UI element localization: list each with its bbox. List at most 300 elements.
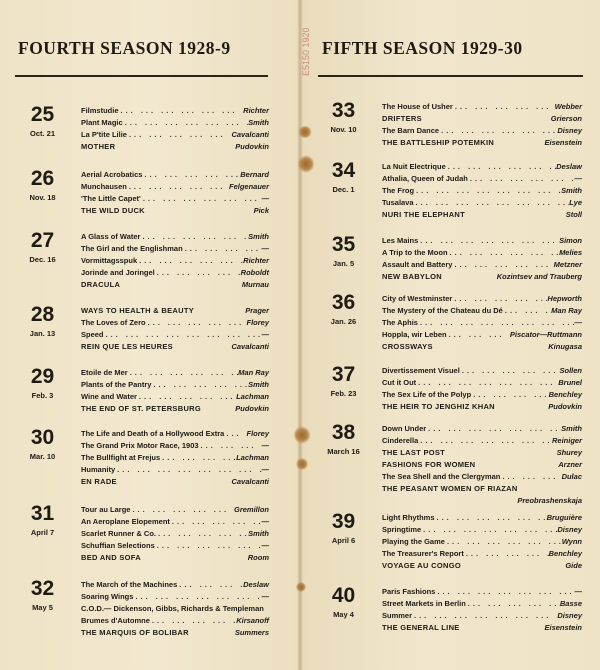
leader-dots xyxy=(137,392,236,401)
leader-dots xyxy=(183,244,262,253)
film-title: The Aphis xyxy=(382,318,418,327)
film-title: THE HEIR TO JENGHIZ KHAN xyxy=(382,402,495,411)
film-director: — xyxy=(261,244,269,253)
film-director: Cavalcanti xyxy=(231,342,269,351)
film-entry xyxy=(81,392,269,401)
film-director: Kozintsev and Trauberg xyxy=(496,272,582,281)
film-director: Shurey xyxy=(556,448,582,457)
film-director: Smith xyxy=(561,424,582,433)
film-director: — xyxy=(261,517,269,526)
program-date: Dec. 1 xyxy=(332,185,355,194)
film-director: Dulac xyxy=(561,472,582,481)
film-director: Kirsanoff xyxy=(236,616,269,625)
film-entry xyxy=(382,260,582,269)
film-director: Arzner xyxy=(558,460,582,469)
film-director: Basse xyxy=(559,599,582,608)
film-title: Filmstudie xyxy=(81,106,119,115)
film-director: Gremillon xyxy=(233,505,269,514)
leader-dots xyxy=(123,118,248,127)
film-director: Florey xyxy=(246,429,269,438)
film-director: Gide xyxy=(565,561,582,570)
film-director: Roboldt xyxy=(240,268,269,277)
leader-dots xyxy=(416,378,558,387)
film-director: Smith xyxy=(248,232,269,241)
film-title: The Mystery of the Chateau du Dé xyxy=(382,306,503,315)
film-title: The Sea Shell and the Clergyman xyxy=(382,472,501,481)
film-entry xyxy=(382,513,582,522)
film-entry xyxy=(382,496,582,505)
program-date: May 4 xyxy=(333,610,354,619)
film-title: The House of Usher xyxy=(382,102,453,111)
leader-dots xyxy=(142,170,240,179)
leader-dots xyxy=(500,472,561,481)
film-director: — xyxy=(574,174,582,183)
film-title: Tusalava xyxy=(382,198,414,207)
film-title: NURI THE ELEPHANT xyxy=(382,210,466,219)
leader-dots xyxy=(224,429,246,438)
film-title: THE PEASANT WOMEN OF RIAZAN xyxy=(382,484,518,493)
film-director: — xyxy=(261,592,269,601)
film-entry xyxy=(382,306,582,315)
program-number: 30 xyxy=(30,426,55,449)
film-title: Schuffian Selections xyxy=(81,541,155,550)
leader-dots xyxy=(446,162,556,171)
film-director: Brunel xyxy=(558,378,582,387)
film-entry xyxy=(382,402,582,411)
leader-dots xyxy=(418,236,559,245)
leader-dots xyxy=(412,611,557,620)
film-title: Divertissement Visuel xyxy=(382,366,460,375)
left-season-title: FOURTH SEASON 1928-9 xyxy=(18,38,231,58)
film-title: Scarlet Runner & Co. xyxy=(81,529,157,538)
film-entry xyxy=(81,268,269,277)
film-entry xyxy=(81,244,269,253)
film-entry xyxy=(382,484,582,493)
film-entry xyxy=(81,342,269,351)
film-entry xyxy=(382,525,582,534)
film-title: THE BATTLESHIP POTEMKIN xyxy=(382,138,495,147)
film-entry xyxy=(81,553,269,562)
film-title: The Bullfight at Frejus xyxy=(81,453,161,462)
program-number: 35 xyxy=(331,233,356,256)
film-title: DRIFTERS xyxy=(382,114,422,123)
leader-dots xyxy=(115,465,261,474)
film-title: THE LAST POST xyxy=(382,448,446,457)
film-director: — xyxy=(574,318,582,327)
film-entry xyxy=(81,517,269,526)
leader-dots xyxy=(421,525,557,534)
film-director: Smith xyxy=(561,186,582,195)
film-title: La Nuit Electrique xyxy=(382,162,446,171)
program-date: May 5 xyxy=(32,603,53,612)
film-director: Eisenstein xyxy=(544,623,582,632)
program-number: 29 xyxy=(30,365,55,388)
leader-dots xyxy=(448,248,560,257)
film-entry xyxy=(81,306,269,315)
leader-dots xyxy=(127,130,232,139)
film-entry xyxy=(81,465,269,474)
film-entry xyxy=(382,390,582,399)
film-director: Bernard xyxy=(240,170,269,179)
leader-dots xyxy=(140,232,248,241)
film-title: 'The Little Capet' xyxy=(81,194,141,203)
film-director: Benchley xyxy=(548,390,582,399)
film-director: — xyxy=(574,587,582,596)
stain xyxy=(294,426,310,444)
program-date: Mar. 10 xyxy=(29,452,56,461)
film-director: Cavalcanti xyxy=(231,477,269,486)
film-entry xyxy=(382,318,582,327)
film-title: FASHIONS FOR WOMEN xyxy=(382,460,476,469)
program-date: Feb. 3 xyxy=(31,391,54,400)
film-director: Smith xyxy=(248,529,269,538)
film-title: La P'tite Lilie xyxy=(81,130,127,139)
film-entry xyxy=(81,380,269,389)
film-title: Playing the Game xyxy=(382,537,445,546)
program-number: 33 xyxy=(331,99,356,122)
leader-dots xyxy=(447,330,510,339)
film-director: Stoll xyxy=(565,210,582,219)
program-number: 28 xyxy=(30,303,55,326)
leader-dots xyxy=(155,541,262,550)
program-number: 37 xyxy=(331,363,356,386)
leader-dots xyxy=(452,260,553,269)
film-title: An Aeroplane Elopement xyxy=(81,517,170,526)
program-date: April 7 xyxy=(30,528,55,537)
film-title: City of Westminster xyxy=(382,294,453,303)
film-director: Metzner xyxy=(553,260,582,269)
film-entry xyxy=(382,378,582,387)
film-title: Light Rhythms xyxy=(382,513,435,522)
film-entry xyxy=(81,170,269,179)
film-director: Deslaw xyxy=(556,162,582,171)
leader-dots xyxy=(119,106,244,115)
film-director: Lachman xyxy=(236,453,269,462)
film-entry xyxy=(81,429,269,438)
film-entry xyxy=(81,330,269,339)
leader-dots xyxy=(104,330,262,339)
film-entry xyxy=(81,541,269,550)
film-title: WAYS TO HEALTH & BEAUTY xyxy=(81,306,195,315)
leader-dots xyxy=(439,126,557,135)
leader-dots xyxy=(468,174,575,183)
film-title: Humanity xyxy=(81,465,116,474)
film-director: Felgenauer xyxy=(228,182,269,191)
film-title: Athalia, Queen of Judah xyxy=(382,174,468,183)
program-number: 26 xyxy=(30,167,55,190)
leader-dots xyxy=(133,592,261,601)
film-title: The Loves of Zero xyxy=(81,318,146,327)
program-date: Feb. 23 xyxy=(330,389,357,398)
film-director: Kinugasa xyxy=(548,342,582,351)
film-title: A Trip to the Moon xyxy=(382,248,448,257)
film-title: Cut it Out xyxy=(382,378,417,387)
film-title: MOTHER xyxy=(81,142,116,151)
film-title: The Treasurer's Report xyxy=(382,549,464,558)
film-director: Pudovkin xyxy=(235,404,269,413)
stain xyxy=(298,155,314,173)
film-director: Deslaw xyxy=(243,580,269,589)
program-date: Nov. 10 xyxy=(330,125,357,134)
film-title: The March of the Machines xyxy=(81,580,178,589)
leader-dots xyxy=(418,318,575,327)
program-number: 39 xyxy=(331,510,356,533)
film-entry xyxy=(382,102,582,111)
film-title: Hoppla, wir Leben xyxy=(382,330,447,339)
film-director: Reiniger xyxy=(551,436,582,445)
film-title: The Frog xyxy=(382,186,415,195)
film-title: Tour au Large xyxy=(81,505,131,514)
leader-dots xyxy=(151,380,248,389)
leader-dots xyxy=(464,549,549,558)
film-title: THE MARQUIS OF BOLIBAR xyxy=(81,628,189,637)
film-director: Hepworth xyxy=(547,294,582,303)
leader-dots xyxy=(130,505,234,514)
film-director: Smith xyxy=(248,380,269,389)
film-entry xyxy=(382,248,582,257)
film-director: Sollen xyxy=(559,366,582,375)
program-date: Nov. 18 xyxy=(29,193,56,202)
film-entry xyxy=(81,529,269,538)
film-director: Pudovkin xyxy=(548,402,582,411)
right-season-title: FIFTH SEASON 1929-30 xyxy=(322,38,523,58)
film-director: Wynn xyxy=(561,537,582,546)
film-entry xyxy=(81,206,269,215)
film-director: Man Ray xyxy=(238,368,269,377)
program-number: 31 xyxy=(30,502,55,525)
film-entry xyxy=(382,198,582,207)
film-entry xyxy=(382,330,582,339)
film-entry xyxy=(81,118,269,127)
leader-dots xyxy=(146,318,247,327)
film-title: Etoile de Mer xyxy=(81,368,128,377)
film-title: Street Markets in Berlin xyxy=(382,599,466,608)
film-entry xyxy=(382,599,582,608)
film-entry xyxy=(81,592,269,601)
film-director: — xyxy=(261,441,269,450)
film-entry xyxy=(81,232,269,241)
film-title: THE END OF ST. PETERSBURG xyxy=(81,404,202,413)
film-director: Man Ray xyxy=(551,306,582,315)
leader-dots xyxy=(445,537,562,546)
film-director: Murnau xyxy=(241,280,269,289)
film-entry xyxy=(382,138,582,147)
film-title: THE GENERAL LINE xyxy=(382,623,460,632)
film-entry xyxy=(382,342,582,351)
film-director: Smith xyxy=(248,118,269,127)
stain xyxy=(298,126,312,138)
film-entry xyxy=(382,162,582,171)
film-title: DRACULA xyxy=(81,280,121,289)
program-number: 38 xyxy=(331,421,356,444)
film-entry xyxy=(81,580,269,589)
program-number: 32 xyxy=(30,577,55,600)
stain xyxy=(296,458,308,470)
program-date: Jan. 26 xyxy=(330,317,357,326)
film-director: Simon xyxy=(559,236,582,245)
right-title-rule xyxy=(318,75,583,77)
leader-dots xyxy=(466,599,560,608)
film-title: Munchausen xyxy=(81,182,127,191)
stain xyxy=(296,582,306,592)
film-title: The Girl and the Englishman xyxy=(81,244,183,253)
film-entry xyxy=(81,616,269,625)
film-director: Eisenstein xyxy=(544,138,582,147)
leader-dots xyxy=(460,366,560,375)
film-title: A Glass of Water xyxy=(81,232,141,241)
film-entry xyxy=(382,623,582,632)
program-date: March 16 xyxy=(327,447,360,456)
film-entry xyxy=(81,194,269,203)
leader-dots xyxy=(128,368,238,377)
program-date: Dec. 16 xyxy=(29,255,56,264)
film-title: The Sex Life of the Polyp xyxy=(382,390,472,399)
film-entry xyxy=(81,441,269,450)
film-entry xyxy=(81,182,269,191)
film-entry xyxy=(81,106,269,115)
leader-dots xyxy=(471,390,548,399)
film-entry xyxy=(382,472,582,481)
film-title: The Life and Death of a Hollywood Extra xyxy=(81,429,225,438)
program-date: Jan. 13 xyxy=(29,329,56,338)
film-entry xyxy=(382,611,582,620)
film-title: EN RADE xyxy=(81,477,117,486)
film-entry xyxy=(81,505,269,514)
film-title: The Barn Dance xyxy=(382,126,440,135)
film-entry xyxy=(382,537,582,546)
film-entry xyxy=(81,280,269,289)
film-entry xyxy=(382,561,582,570)
film-entry xyxy=(382,424,582,433)
film-entry xyxy=(382,126,582,135)
leader-dots xyxy=(141,194,262,203)
film-director: — xyxy=(261,465,269,474)
film-title: Plants of the Pantry xyxy=(81,380,152,389)
film-entry xyxy=(81,404,269,413)
film-title: Down Under xyxy=(382,424,427,433)
film-title: BED AND SOFA xyxy=(81,553,141,562)
film-director: Pick xyxy=(253,206,269,215)
film-director: Lye xyxy=(569,198,582,207)
film-title: Plant Magic xyxy=(81,118,123,127)
program-date: Jan. 5 xyxy=(332,259,355,268)
program-number: 34 xyxy=(331,159,356,182)
program-number: 40 xyxy=(331,584,356,607)
film-title: Brumes d'Automne xyxy=(81,616,150,625)
film-entry xyxy=(382,174,582,183)
page-fold xyxy=(297,0,303,670)
film-entry xyxy=(81,256,269,265)
film-title: C.O.D.— Dickenson, Gibbs, Richards & Templeman xyxy=(81,604,264,613)
leader-dots xyxy=(435,587,574,596)
film-entry xyxy=(382,366,582,375)
film-entry xyxy=(382,114,582,123)
leader-dots xyxy=(137,256,243,265)
film-director: — xyxy=(261,194,269,203)
film-title: Wine and Water xyxy=(81,392,137,401)
leader-dots xyxy=(177,580,243,589)
film-title: Assault and Battery xyxy=(382,260,453,269)
leader-dots xyxy=(155,268,241,277)
film-director: Prager xyxy=(245,306,269,315)
film-director: Cavalcanti xyxy=(231,130,269,139)
film-entry xyxy=(382,210,582,219)
film-entry xyxy=(382,272,582,281)
film-title: NEW BABYLON xyxy=(382,272,442,281)
film-director: Room xyxy=(247,553,269,562)
film-title: The Grand Prix Motor Race, 1903 xyxy=(81,441,199,450)
film-title: Soaring Wings xyxy=(81,592,134,601)
film-title: VOYAGE AU CONGO xyxy=(382,561,461,570)
film-entry xyxy=(81,453,269,462)
leader-dots xyxy=(452,294,547,303)
film-entry xyxy=(81,628,269,637)
film-director: — xyxy=(261,330,269,339)
film-entry xyxy=(382,186,582,195)
film-title: Speed xyxy=(81,330,104,339)
film-director: Disney xyxy=(557,611,582,620)
left-title-rule xyxy=(15,75,268,77)
leader-dots xyxy=(453,102,555,111)
film-entry xyxy=(382,436,582,445)
film-director: Grierson xyxy=(550,114,582,123)
film-director: Piscator—Ruttmann xyxy=(509,330,582,339)
film-director: — xyxy=(261,541,269,550)
film-director: Webber xyxy=(554,102,582,111)
film-entry xyxy=(81,318,269,327)
leader-dots xyxy=(150,616,236,625)
film-entry xyxy=(382,294,582,303)
film-entry xyxy=(382,587,582,596)
program-number: 36 xyxy=(331,291,356,314)
leader-dots xyxy=(156,529,248,538)
program-date: April 6 xyxy=(331,536,356,545)
film-director: Richter xyxy=(243,256,269,265)
leader-dots xyxy=(199,441,262,450)
leader-dots xyxy=(160,453,236,462)
film-entry xyxy=(382,448,582,457)
film-title: REIN QUE LES HEURES xyxy=(81,342,173,351)
film-entry xyxy=(81,368,269,377)
film-entry xyxy=(382,549,582,558)
film-entry xyxy=(382,460,582,469)
leader-dots xyxy=(127,182,229,191)
film-director: Benchley xyxy=(548,549,582,558)
film-title: Les Mains xyxy=(382,236,419,245)
film-director: Bruguière xyxy=(546,513,582,522)
film-title: Cinderella xyxy=(382,436,419,445)
film-director: Disney xyxy=(557,525,582,534)
film-entry xyxy=(81,477,269,486)
film-director: Lachman xyxy=(236,392,269,401)
film-title: CROSSWAYS xyxy=(382,342,433,351)
leader-dots xyxy=(435,513,547,522)
film-director: Disney xyxy=(557,126,582,135)
leader-dots xyxy=(503,306,551,315)
leader-dots xyxy=(414,198,570,207)
film-director: Summers xyxy=(234,628,269,637)
film-entry xyxy=(81,142,269,151)
film-entry xyxy=(81,130,269,139)
leader-dots xyxy=(170,517,262,526)
film-title: Springtime xyxy=(382,525,422,534)
accession-stamp xyxy=(301,54,311,76)
leader-dots xyxy=(418,436,552,445)
film-director: Florey xyxy=(246,318,269,327)
film-title: Summer xyxy=(382,611,413,620)
film-entry xyxy=(81,604,269,613)
program-date: Oct. 21 xyxy=(29,129,55,138)
